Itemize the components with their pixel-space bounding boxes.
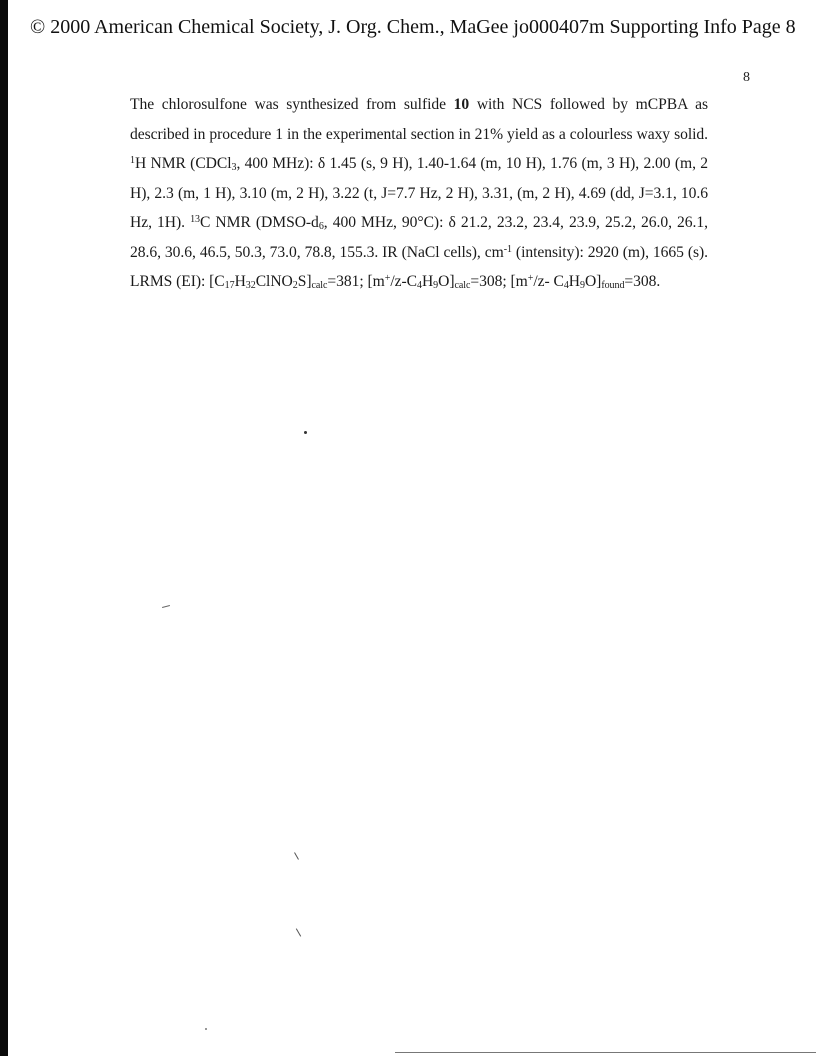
subscript: calc: [311, 280, 328, 291]
subscript: 4: [416, 280, 422, 291]
text-run: The chlorosulfone was synthesized from sulfide: [130, 96, 454, 113]
text-run: S]: [297, 273, 312, 290]
scan-speck: [304, 431, 307, 434]
text-run: H: [421, 273, 434, 290]
page-number: 8: [743, 70, 750, 85]
h-nmr-label: H NMR (CDCl: [134, 155, 232, 172]
scan-speck: [296, 928, 301, 936]
subscript: 6: [318, 221, 324, 232]
text-run: =308.: [624, 273, 661, 290]
text-run: =381;: [327, 273, 368, 290]
subscript: 2: [292, 280, 298, 291]
h-nmr-data: , 400 MHz): δ 1.45 (s, 9 H), 1.40-1.64 (m, 10 H), 1.76 (m, 3 H), 2.00 (m, 2 H), 2.3 (m, 1 H), 3.10 (m, 2 H), 3.22 (t, J=7.7 Hz, 2 H), 3.31, (m, 2 H), 4.69 (dd, J=3.1, 10.6 Hz, 1H).: [130, 155, 708, 231]
c-nmr-label: C NMR (DMSO-d: [199, 214, 319, 231]
scan-speck: [294, 852, 299, 859]
page-header: © 2000 American Chemical Society, J. Org. Chem., MaGee jo000407m Supporting Info Page 8: [30, 16, 796, 38]
subscript: 4: [563, 280, 569, 291]
text-run: /z-C: [390, 273, 417, 290]
text-run: =308;: [470, 273, 511, 290]
scan-speck: [162, 605, 170, 608]
superscript: +: [527, 273, 534, 284]
ir-data: (intensity): 2920 (m), 1665 (s).: [511, 243, 709, 261]
h-nmr-mass-number: 1: [130, 155, 135, 166]
text-run: with NCS followed by mCPBA as described in procedure 1 in the experimental section in 21% yield as a colourless waxy solid.: [130, 96, 708, 143]
experimental-paragraph: [130, 90, 708, 297]
bottom-scan-line: [395, 1052, 816, 1053]
scan-margin-edge: [0, 0, 8, 1056]
c-nmr-mass-number: 13: [190, 214, 200, 225]
compound-number: 10: [453, 96, 470, 113]
superscript: +: [384, 273, 391, 284]
text-run: [m: [510, 273, 528, 290]
subscript: 9: [580, 280, 585, 291]
text-run: H: [234, 273, 246, 290]
scan-speck: [205, 1028, 207, 1030]
ir-label: IR (NaCl cells), cm: [382, 243, 504, 261]
c-nmr-data: , 400 MHz, 90°C): δ 21.2, 23.2, 23.4, 23.9, 25.2, 26.0, 26.1, 28.6, 30.6, 46.5, 50.3, 73.0, 78.8, 155.3.: [130, 214, 708, 261]
superscript: -1: [503, 243, 512, 255]
text-run: [m: [367, 273, 385, 290]
text-run: O]: [438, 273, 455, 290]
subscript: calc: [454, 280, 471, 291]
text-run: /z- C: [533, 273, 564, 290]
text-run: ClNO: [255, 273, 293, 290]
text-run: H: [568, 273, 580, 290]
subscript: 9: [433, 280, 439, 291]
subscript: 32: [245, 280, 256, 291]
lrms-label: LRMS (EI): [C: [130, 273, 225, 290]
subscript: found: [601, 280, 625, 291]
subscript: 3: [231, 162, 237, 173]
text-run: O]: [584, 273, 602, 290]
subscript: 17: [224, 280, 235, 291]
